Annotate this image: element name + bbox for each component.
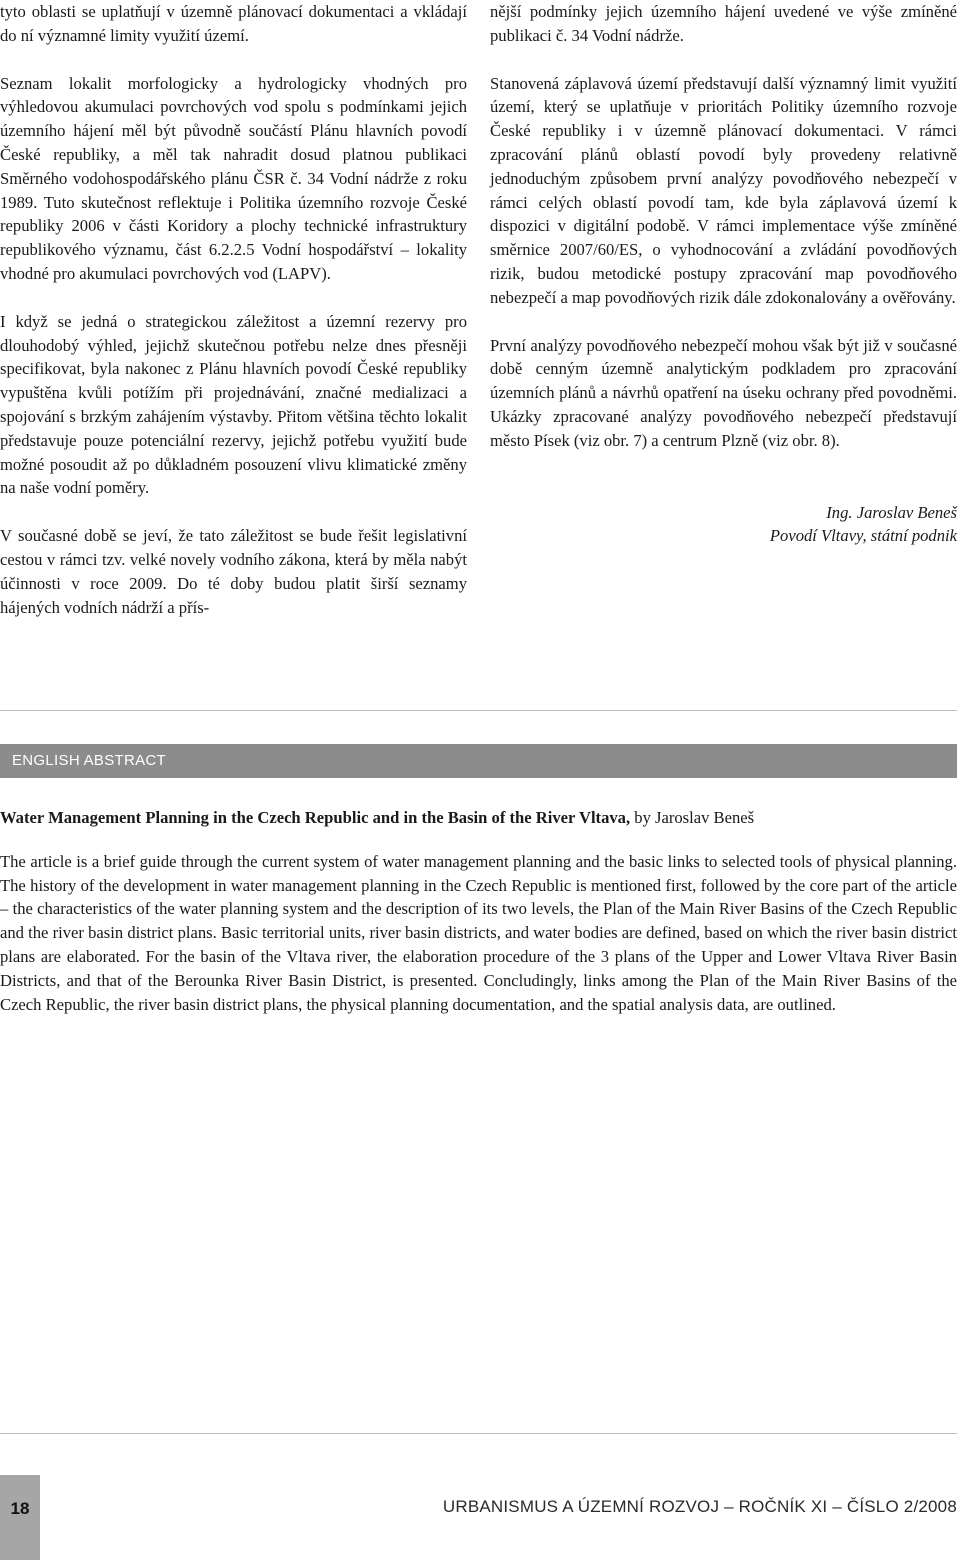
left-text-column	[0, 0, 467, 643]
abstract-title: Water Management Planning in the Czech Republic and in the Basin of the River Vltava,	[0, 808, 631, 827]
abstract-header-bar	[0, 744, 957, 778]
author-signature	[490, 501, 957, 549]
abstract-author: by Jaroslav Beneš	[630, 808, 755, 827]
divider	[0, 1433, 957, 1434]
paragraph: Stanovená záplavová území představují další významný limit využití území, který se uplatňuje v prioritách Politiky územního rozvoje České republiky i v územně plánovací dokumentaci. V rámci zpracování plánů oblastí povodí byly provedeny relativně jednoduchým způsobem první analýzy povodňového nebezpečí v rámci celých oblastí povodí tam, kde byla záplavová území k dispozici v digitální podobě. V rámci implementace výše zmíněné směrnice 2007/60/ES, o vyhodnocování a zvládání povodňových rizik, budou metodické postupy zpracování map povodňového nebezpečí a map povodňových rizik dále zdokonalovány a ověřovány.	[490, 73, 957, 307]
english-abstract	[0, 806, 957, 1016]
page-number: 18	[10, 1499, 30, 1518]
right-text-column	[490, 0, 957, 548]
divider	[0, 710, 957, 711]
paragraph: nější podmínky jejich územního hájení uvedené ve výše zmíněné publikaci č. 34 Vodní nádrže.	[490, 2, 957, 45]
paragraph: tyto oblasti se uplatňují v územně plánovací dokumentaci a vkládají do ní významné limity využití území.	[0, 2, 467, 45]
abstract-body: The article is a brief guide through the current system of water management planning and the basic links to selected tools of physical planning. The history of the development in water management planning in the Czech Republic is mentioned first, followed by the core part of the article – the characteristics of the water planning system and the description of its two levels, the Plan of the Main River Basins of the Czech Republic and the river basin district plans. Basic territorial units, river basin districts, and water bodies are defined, based on which the river basin district plans are elaborated. For the basin of the Vltava river, the elaboration procedure of the 3 plans of the Upper and Lower Vltava River Basin Districts, and that of the Berounka River Basin District, is presented. Concludingly, links among the Plan of the Main River Basins of the Czech Republic, the river basin district plans, the physical planning documentation, and the spatial analysis data, are outlined.	[0, 851, 957, 1014]
author-name: Ing. Jaroslav Beneš	[826, 502, 957, 522]
journal-footer: URBANISMUS A ÚZEMNÍ ROZVOJ – ROČNÍK XI – ČÍSLO 2/2008	[442, 1497, 957, 1516]
paragraph: Seznam lokalit morfologicky a hydrologicky vhodných pro výhledovou akumulaci povrchových vod spolu s podmínkami jejich územního hájení měl být původně součástí Plánu hlavních povodí České republiky, a měl tak nahradit dosud platnou publikaci Směrného vodohospodářského plánu ČSR č. 34 Vodní nádrže z roku 1989. Tuto skutečnost reflektuje i Politika územního rozvoje České republiky 2006 v části Koridory a plochy technické infrastruktury republikového významu, část 6.2.2.5 Vodní hospodářství – lokality vhodné pro akumulaci povrchových vod (LAPV).	[0, 73, 467, 283]
abstract-title-line	[0, 806, 957, 830]
author-affiliation: Povodí Vltavy, státní podnik	[769, 526, 957, 546]
paragraph: I když se jedná o strategickou záležitost a územní rezervy pro dlouhodobý výhled, jejichž skutečnou potřebu nelze dnes přesněji specifikovat, byla nakonec z Plánu hlavních povodí České republiky vypuštěna kvůli potížím při projednávání, značné medializaci a spojování s brzkým zahájením výstavby. Přitom většina těchto lokalit představuje pouze potenciální rezervy, jejichž potřebu využití bude možné posoudit až po důkladném posouzení vlivu klimatické změny na naše vodní poměry.	[0, 311, 467, 498]
page-number-box	[0, 1475, 40, 1560]
paragraph: V současné době se jeví, že tato záležitost se bude řešit legislativní cestou v rámci tzv. velké novely vodního zákona, která by měla nabýt účinnosti v roce 2009. Do té doby budou platit širší seznamy hájených vodních nádrží a přís-	[0, 526, 467, 617]
abstract-label: ENGLISH ABSTRACT	[12, 752, 167, 769]
paragraph: První analýzy povodňového nebezpečí mohou však být již v současné době cenným územně analytickým podkladem pro zpracování územních plánů a návrhů opatření na úseku ochrany před povodněmi. Ukázky zpracované analýzy povodňového nebezpečí představují město Písek (viz obr. 7) a centrum Plzně (viz obr. 8).	[490, 335, 957, 450]
